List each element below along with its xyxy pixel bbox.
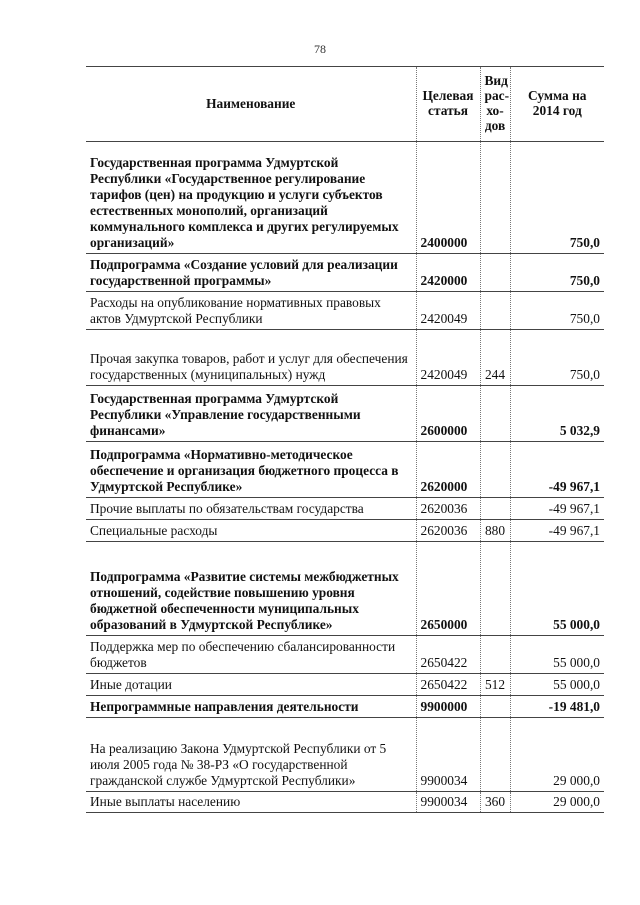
row-name-cell: Иные выплаты населению — [86, 792, 416, 813]
row-article-cell: 2620036 — [416, 520, 480, 542]
row-article-cell: 2650422 — [416, 636, 480, 674]
row-article-cell: 9900000 — [416, 696, 480, 718]
row-kind-cell — [480, 498, 510, 520]
row-sum-cell: -49 967,1 — [510, 442, 604, 498]
row-kind-cell: 244 — [480, 330, 510, 386]
table-row — [86, 254, 604, 292]
row-kind-cell — [480, 696, 510, 718]
row-name-cell: Поддержка мер по обеспечению сбалансированности бюджетов — [86, 636, 416, 674]
row-kind-cell — [480, 542, 510, 636]
row-name-cell: Подпрограмма «Нормативно-методическое обеспечение и организация бюджетного процесса в Удмуртской Республике» — [86, 442, 416, 498]
row-kind-cell — [480, 254, 510, 292]
table-header-row — [86, 67, 604, 142]
row-kind-cell — [480, 442, 510, 498]
row-name-cell: Подпрограмма «Развитие системы межбюджетных отношений, содействие повышению уровня бюджетной обеспеченности муниципальных образований в Удмуртской Республике» — [86, 542, 416, 636]
budget-table — [86, 66, 604, 813]
row-sum-cell: 750,0 — [510, 330, 604, 386]
row-article-cell: 9900034 — [416, 792, 480, 813]
row-article-cell: 2620000 — [416, 442, 480, 498]
row-sum-cell: 750,0 — [510, 142, 604, 254]
row-article-cell: 2650422 — [416, 674, 480, 696]
row-kind-cell — [480, 292, 510, 330]
row-kind-cell — [480, 636, 510, 674]
table-row — [86, 674, 604, 696]
row-sum-cell: 29 000,0 — [510, 718, 604, 792]
table-row — [86, 442, 604, 498]
row-sum-cell: 55 000,0 — [510, 674, 604, 696]
row-name-cell: Государственная программа Удмуртской Республики «Государственное регулирование тарифов (цен) на продукцию и услуги субъектов естественных монополий, организаций коммунального комплекса и других регулируемых организаций» — [86, 142, 416, 254]
table-row — [86, 386, 604, 442]
row-kind-cell — [480, 142, 510, 254]
table-row — [86, 142, 604, 254]
row-article-cell: 2650000 — [416, 542, 480, 636]
table-row — [86, 292, 604, 330]
table-row — [86, 696, 604, 718]
row-name-cell: Специальные расходы — [86, 520, 416, 542]
row-sum-cell: 5 032,9 — [510, 386, 604, 442]
table-row — [86, 330, 604, 386]
row-article-cell: 9900034 — [416, 718, 480, 792]
row-article-cell: 2420049 — [416, 330, 480, 386]
row-article-cell: 2420049 — [416, 292, 480, 330]
column-header-name: Наименование — [86, 67, 416, 142]
row-sum-cell: 750,0 — [510, 292, 604, 330]
row-article-cell: 2600000 — [416, 386, 480, 442]
row-sum-cell: 55 000,0 — [510, 542, 604, 636]
column-header-kind: Вид рас-хо-дов — [480, 67, 510, 142]
row-name-cell: Прочая закупка товаров, работ и услуг для обеспечения государственных (муниципальных) нужд — [86, 330, 416, 386]
row-kind-cell — [480, 718, 510, 792]
row-sum-cell: -49 967,1 — [510, 498, 604, 520]
table-row — [86, 542, 604, 636]
row-sum-cell: -49 967,1 — [510, 520, 604, 542]
row-sum-cell: 29 000,0 — [510, 792, 604, 813]
row-kind-cell: 512 — [480, 674, 510, 696]
table-body — [86, 142, 604, 813]
row-article-cell: 2420000 — [416, 254, 480, 292]
row-kind-cell: 360 — [480, 792, 510, 813]
table-row — [86, 792, 604, 813]
row-name-cell: Государственная программа Удмуртской Республики «Управление государственными финансами» — [86, 386, 416, 442]
table-row — [86, 718, 604, 792]
column-header-sum: Сумма на 2014 год — [510, 67, 604, 142]
row-name-cell: Подпрограмма «Создание условий для реализации государственной программы» — [86, 254, 416, 292]
column-header-article: Целевая статья — [416, 67, 480, 142]
row-sum-cell: -19 481,0 — [510, 696, 604, 718]
row-name-cell: Иные дотации — [86, 674, 416, 696]
row-sum-cell: 750,0 — [510, 254, 604, 292]
row-name-cell: Непрограммные направления деятельности — [86, 696, 416, 718]
row-kind-cell — [480, 386, 510, 442]
row-article-cell: 2620036 — [416, 498, 480, 520]
table-row — [86, 498, 604, 520]
table-row — [86, 520, 604, 542]
row-name-cell: Расходы на опубликование нормативных правовых актов Удмуртской Республики — [86, 292, 416, 330]
row-sum-cell: 55 000,0 — [510, 636, 604, 674]
table-row — [86, 636, 604, 674]
row-name-cell: Прочие выплаты по обязательствам государства — [86, 498, 416, 520]
page-number: 78 — [314, 42, 326, 56]
row-article-cell: 2400000 — [416, 142, 480, 254]
row-kind-cell: 880 — [480, 520, 510, 542]
row-name-cell: На реализацию Закона Удмуртской Республики от 5 июля 2005 года № 38-РЗ «О государственной гражданской службе Удмуртской Республики» — [86, 718, 416, 792]
